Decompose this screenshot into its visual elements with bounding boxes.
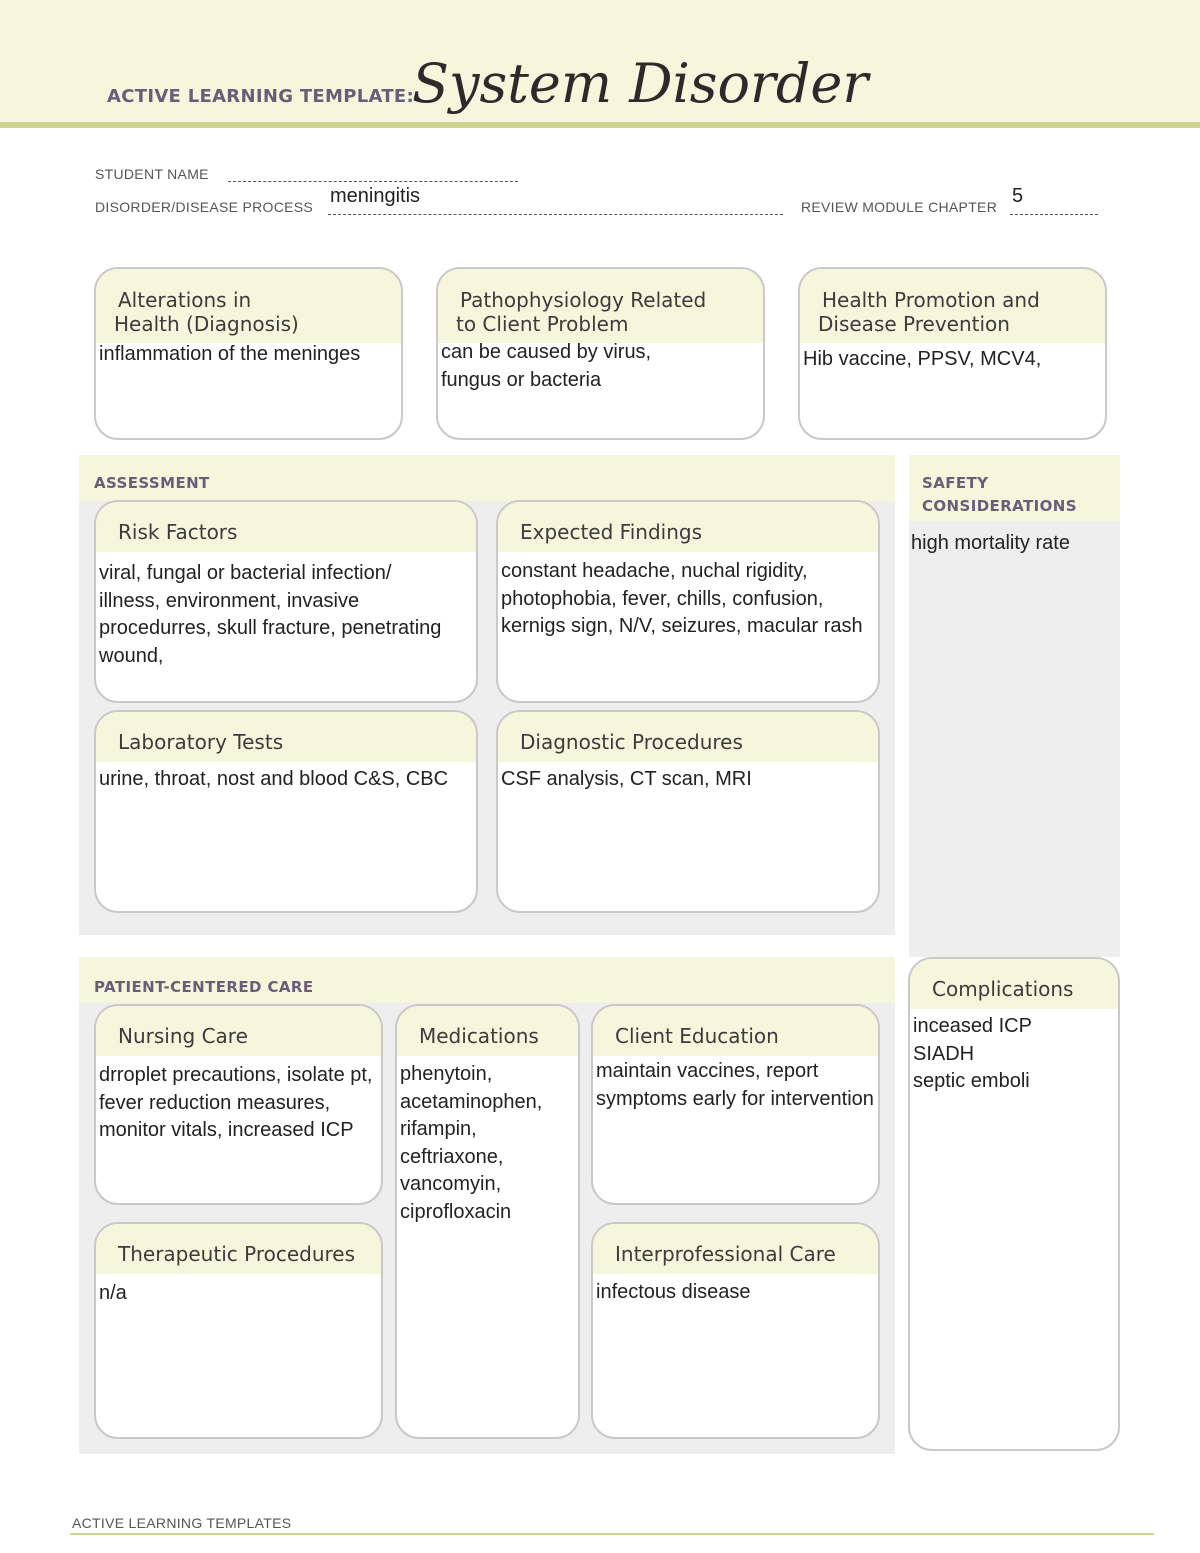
expected-findings-content[interactable]: constant headache, nuchal rigidity, photophobia, fever, chills, confusion, kernigs sign, N/V, seizures, macular rash xyxy=(501,560,863,637)
alterations-content[interactable]: inflammation of the meninges xyxy=(99,343,361,365)
therapeutic-procedures-header: Therapeutic Procedures xyxy=(96,1224,381,1274)
laboratory-tests-card xyxy=(94,710,478,913)
medication-item: acetaminophen, xyxy=(400,1090,543,1113)
safety-label-line1: SAFETY xyxy=(922,474,989,492)
complication-item: SIADH xyxy=(913,1042,975,1065)
pathophysiology-header xyxy=(438,269,763,343)
therapeutic-procedures-content[interactable]: n/a xyxy=(99,1282,127,1304)
template-title: System Disorder xyxy=(412,52,869,115)
assessment-label: ASSESSMENT xyxy=(94,474,210,492)
medications-card xyxy=(395,1004,580,1439)
footer-divider xyxy=(70,1533,1154,1535)
pathophysiology-content[interactable]: can be caused by virus, fungus or bacteria xyxy=(441,341,652,391)
risk-factors-content[interactable]: viral, fungal or bacterial infection/ illness, environment, invasive procedurres, skull fracture, penetrating wound, xyxy=(99,562,442,667)
complications-card xyxy=(908,957,1120,1451)
diagnostic-procedures-card xyxy=(496,710,880,913)
expected-findings-header: Expected Findings xyxy=(498,502,878,552)
complication-item: inceased ICP xyxy=(913,1015,1032,1037)
health-promotion-title-line2: Disease Prevention xyxy=(818,312,1010,336)
therapeutic-procedures-card xyxy=(94,1222,383,1439)
diagnostic-procedures-header: Diagnostic Procedures xyxy=(498,712,878,762)
health-promotion-header xyxy=(800,269,1105,343)
interprofessional-care-card xyxy=(591,1222,880,1439)
client-education-header: Client Education xyxy=(593,1006,878,1056)
footer-label: ACTIVE LEARNING TEMPLATES xyxy=(72,1515,292,1531)
chapter-label: REVIEW MODULE CHAPTER xyxy=(801,199,998,215)
expected-findings-card xyxy=(496,500,880,703)
medication-item: vancomyin, xyxy=(400,1173,502,1195)
laboratory-tests-header: Laboratory Tests xyxy=(96,712,476,762)
safety-label xyxy=(922,472,1077,518)
health-promotion-title-line1: Health Promotion and xyxy=(822,288,1040,312)
risk-factors-header: Risk Factors xyxy=(96,502,476,552)
medication-item: ciprofloxacin xyxy=(400,1200,512,1223)
medication-item: ceftriaxone, xyxy=(400,1145,504,1168)
disorder-line xyxy=(328,214,783,215)
chapter-field[interactable]: 5 xyxy=(1012,185,1024,207)
diagnostic-procedures-content[interactable]: CSF analysis, CT scan, MRI xyxy=(501,768,752,790)
alterations-card xyxy=(94,267,403,440)
chapter-line xyxy=(1010,214,1098,215)
client-education-content[interactable]: maintain vaccines, report symptoms early for intervention xyxy=(596,1060,874,1110)
medication-item: phenytoin, xyxy=(400,1063,493,1085)
pathophysiology-title-line1: Pathophysiology Related xyxy=(460,288,707,312)
medications-header: Medications xyxy=(397,1006,578,1056)
disorder-field[interactable]: meningitis xyxy=(330,185,421,207)
nursing-care-card xyxy=(94,1004,383,1205)
interprofessional-care-content[interactable]: infectous disease xyxy=(596,1281,751,1303)
alterations-title-line2: Health (Diagnosis) xyxy=(114,312,299,336)
complication-item: septic emboli xyxy=(913,1070,1030,1092)
student-name-line xyxy=(228,181,518,182)
student-name-label: STUDENT NAME xyxy=(95,166,209,182)
interprofessional-care-header: Interprofessional Care xyxy=(593,1224,878,1274)
nursing-care-content[interactable]: drroplet precautions, isolate pt, fever reduction measures, monitor vitals, increased ICP xyxy=(99,1064,373,1141)
complications-header: Complications xyxy=(910,959,1118,1009)
medication-item: rifampin, xyxy=(400,1118,477,1140)
nursing-care-header: Nursing Care xyxy=(96,1006,381,1056)
complications-content[interactable] xyxy=(910,1009,1118,1096)
medications-content[interactable] xyxy=(397,1056,578,1226)
safety-content[interactable]: high mortality rate xyxy=(911,532,1070,554)
alterations-header xyxy=(96,269,401,343)
health-promotion-card xyxy=(798,267,1107,440)
pathophysiology-card xyxy=(436,267,765,440)
disorder-label: DISORDER/DISEASE PROCESS xyxy=(95,199,314,215)
client-education-card xyxy=(591,1004,880,1205)
header-divider xyxy=(0,122,1200,128)
health-promotion-content[interactable]: Hib vaccine, PPSV, MCV4, xyxy=(803,348,1042,370)
laboratory-tests-content[interactable]: urine, throat, nost and blood C&S, CBC xyxy=(99,768,449,790)
pathophysiology-title-line2: to Client Problem xyxy=(456,312,629,336)
template-label: ACTIVE LEARNING TEMPLATE: xyxy=(107,86,414,107)
patient-centered-care-label: PATIENT-CENTERED CARE xyxy=(94,978,314,996)
risk-factors-card xyxy=(94,500,478,703)
alterations-title-line1: Alterations in xyxy=(118,288,252,312)
safety-label-line2: CONSIDERATIONS xyxy=(922,497,1077,515)
